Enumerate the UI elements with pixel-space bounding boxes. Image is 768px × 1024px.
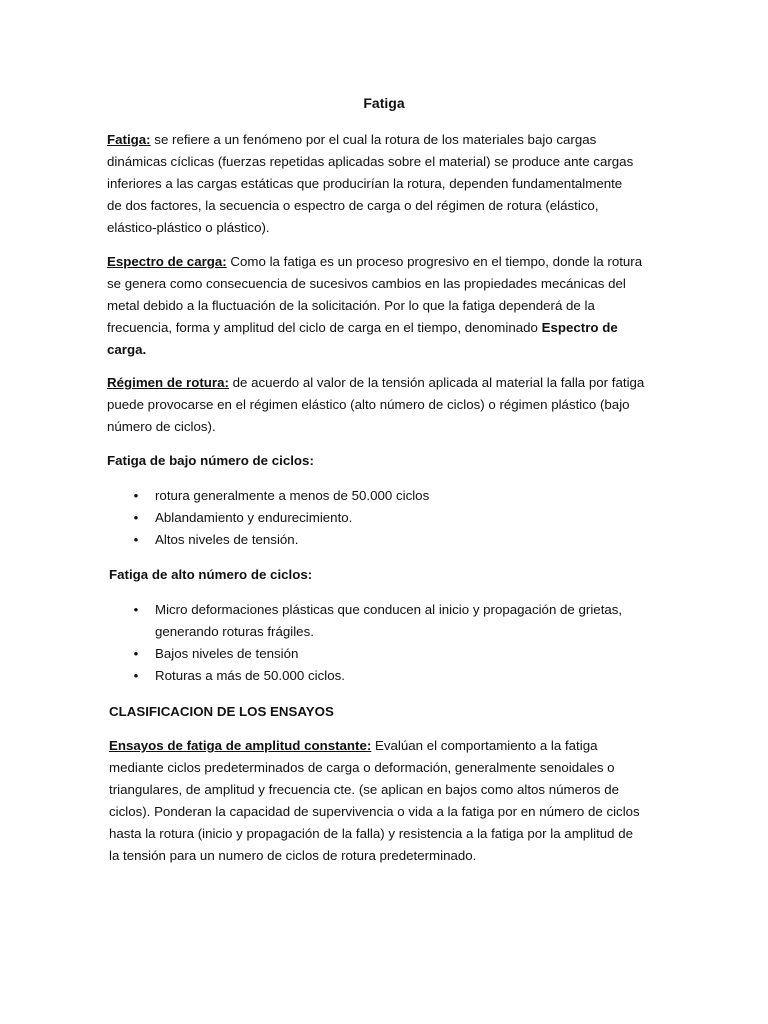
paragraph-line [107,372,707,394]
paragraph-line [107,251,707,273]
list-item [0,665,768,687]
paragraph-line: ciclos). Ponderan la capacidad de supervivencia o vida a la fatiga por en número de ciclos [109,804,640,819]
paragraph-line [107,129,707,151]
term-label-fatiga: Fatiga: [107,132,151,147]
paragraph-line: la tensión para un numero de ciclos de rotura predeterminado. [109,848,477,863]
paragraph-line: inferiores a las cargas estáticas que producirían la rotura, dependen fundamentalmente [107,176,623,191]
list-item-text: Micro deformaciones plásticas que conducen al inicio y propagación de grietas, [155,602,623,617]
paragraph-line [109,735,709,757]
paragraph-line: dinámicas cíclicas (fuerzas repetidas aplicadas sobre el material) se produce ante cargas [107,154,634,169]
paragraph-regimen [107,372,707,438]
list-item-text: Roturas a más de 50.000 ciclos. [155,668,345,683]
list-item-text: Bajos niveles de tensión [155,646,299,661]
paragraph-line [107,317,707,339]
line-text: se refiere a un fenómeno por el cual la rotura de los materiales bajo cargas [154,132,597,147]
section-heading-alto: Fatiga de alto número de ciclos: [109,567,313,582]
bold-term: Espectro de [541,320,618,335]
line-text: de acuerdo al valor de la tensión aplicada al material la falla por fatiga [232,375,645,390]
paragraph-line: se genera como consecuencia de sucesivos cambios en las propiedades mecánicas del [107,276,626,291]
list-item [0,599,768,643]
bullet-icon: • [133,668,139,683]
paragraph-line: hasta la rotura (inicio y propagación de la falla) y resistencia a la fatiga por la amplitud de [109,826,634,841]
term-label-espectro: Espectro de carga: [107,254,227,269]
paragraph-line: mediante ciclos predeterminados de carga o deformación, generalmente senoidales o [109,760,615,775]
list-item [0,485,768,507]
paragraph-line: metal debido a la fluctuación de la solicitación. Por lo que la fatiga dependerá de la [107,298,595,313]
bullet-icon: • [133,510,139,525]
list-item [0,643,768,665]
paragraph-line: de dos factores, la secuencia o espectro de carga o del régimen de rotura (elástico, [107,198,599,213]
list-item-text: Altos niveles de tensión. [155,532,299,547]
bullet-icon: • [133,646,139,661]
list-item-text: Ablandamiento y endurecimiento. [155,510,353,525]
bullet-icon: • [133,488,139,503]
section-heading-clasificacion: CLASIFICACION DE LOS ENSAYOS [109,704,334,719]
paragraph-line: número de ciclos). [107,419,216,434]
bullet-icon: • [133,532,139,547]
list-item [0,529,768,551]
paragraph-fatiga [107,129,707,239]
paragraph-ensayos [109,735,709,867]
line-text: Evalúan el comportamiento a la fatiga [375,738,598,753]
list-item-text-continued: generando roturas frágiles. [155,624,314,639]
paragraph-line: puede provocarse en el régimen elástico (alto número de ciclos) o régimen plástico (bajo [107,397,630,412]
line-text: Como la fatiga es un proceso progresivo en el tiempo, donde la rotura [230,254,643,269]
document-title: Fatiga [363,95,405,111]
paragraph-line: elástico-plástico o plástico). [107,220,270,235]
paragraph-line: triangulares, de amplitud y frecuencia cte. (se aplican en bajos como altos números de [109,782,619,797]
line-text: frecuencia, forma y amplitud del ciclo de carga en el tiempo, denominado [107,320,538,335]
bullet-icon: • [133,602,139,617]
paragraph-line: carga. [107,342,147,357]
paragraph-espectro [107,251,707,361]
term-label-ensayos: Ensayos de fatiga de amplitud constante: [109,738,372,753]
section-heading-bajo: Fatiga de bajo número de ciclos: [107,453,314,468]
list-bajo [0,485,768,551]
list-item-text: rotura generalmente a menos de 50.000 ciclos [155,488,430,503]
term-label-regimen: Régimen de rotura: [107,375,229,390]
list-item [0,507,768,529]
list-alto [0,599,768,687]
